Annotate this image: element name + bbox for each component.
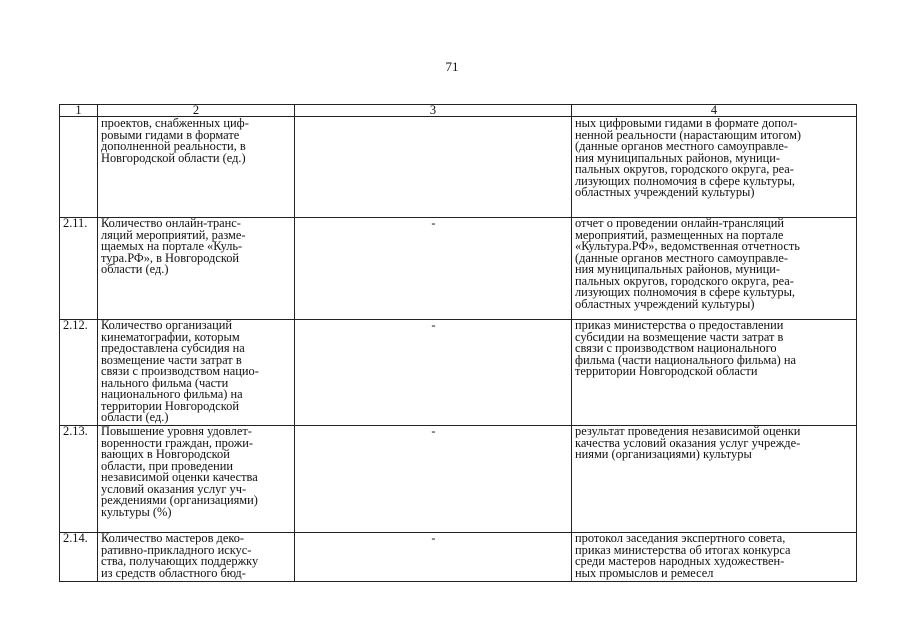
indicator-text: проектов, снабженных циф- ровыми гидами в формате дополненной реальности, в Новгородской области (ед.) [101,116,249,165]
indicator-cell [98,533,295,582]
base-value-cell [295,117,572,218]
indicator-text: Повышение уровня удовлет- воренности граждан, прожи- вающих в Новгородской области, при проведении независимой оценки качества условий оказания услуг уч- реждениями (организациями) культуры (%) [101,425,258,519]
indicator-text: Количество онлайн-транс- ляций мероприятий, разме- щаемых на портале «Куль- тура.РФ», в Новгородской области (ед.) [101,217,246,276]
table-row [60,320,857,426]
source-cell [572,533,857,582]
page-number: 71 [445,59,459,74]
source-text: результат проведения независимой оценки качества условий оказания услуг учрежде- ниями (организациями) культуры [575,425,801,461]
source-cell [572,117,857,218]
row-number: 2.14. [60,533,98,582]
column-header-3: 3 [295,105,572,117]
source-text: приказ министерства о предоставлении субсидии на возмещение части затрат в связи с производством национального фильма (части национального фильма) на территории Новгородской области [575,319,797,378]
source-cell [572,320,857,426]
column-header-4: 4 [572,105,857,117]
indicators-table [59,104,857,582]
source-text: ных цифровыми гидами в формате допол- ненной реальности (нарастающим итогом) (данные органов местного самоуправле- ния муниципальных районов, муници- пальных округов, городского округа, реа- лизующих полномочия в сфере культуры, областных учреждений культуры) [575,116,802,199]
indicator-cell [98,218,295,320]
base-value-cell: - [295,533,572,582]
base-value-cell: - [295,426,572,533]
base-value-cell: - [295,218,572,320]
row-number: 2.13. [60,426,98,533]
table-row [60,218,857,320]
row-number: 2.12. [60,320,98,426]
indicator-text: Количество мастеров деко- ративно-прикладного искус- ства, получающих поддержку из средств областного бюд- [101,532,259,580]
indicator-cell [98,320,295,426]
indicator-text: Количество организаций кинематографии, которым предоставлена субсидия на возмещение части затрат в связи с производством нацио- нального фильма (части национального фильма) на территории Новгородской области (ед.) [101,319,259,424]
source-cell [572,218,857,320]
table-row [60,426,857,533]
base-value-cell: - [295,320,572,426]
row-number: 2.11. [60,218,98,320]
indicator-cell [98,117,295,218]
source-text: протокол заседания экспертного совета, приказ министерства об итогах конкурса среди мастеров народных художествен- ных промыслов и ремесел [575,532,791,580]
column-header-2: 2 [98,105,295,117]
source-cell [572,426,857,533]
table-header-row [60,105,857,117]
column-header-1: 1 [60,105,98,117]
source-text: отчет о проведении онлайн-трансляций мероприятий, размещенных на портале «Культура.РФ», ведомственная отчетность (данные органов местного самоуправле- ния муниципальных районов, муници- пальных округов, городского округа, реа- лизующих полномочия в сфере культуры, областных учреждений культуры) [575,217,800,311]
indicator-cell [98,426,295,533]
row-number [60,117,98,218]
table-row [60,117,857,218]
table-row [60,533,857,582]
